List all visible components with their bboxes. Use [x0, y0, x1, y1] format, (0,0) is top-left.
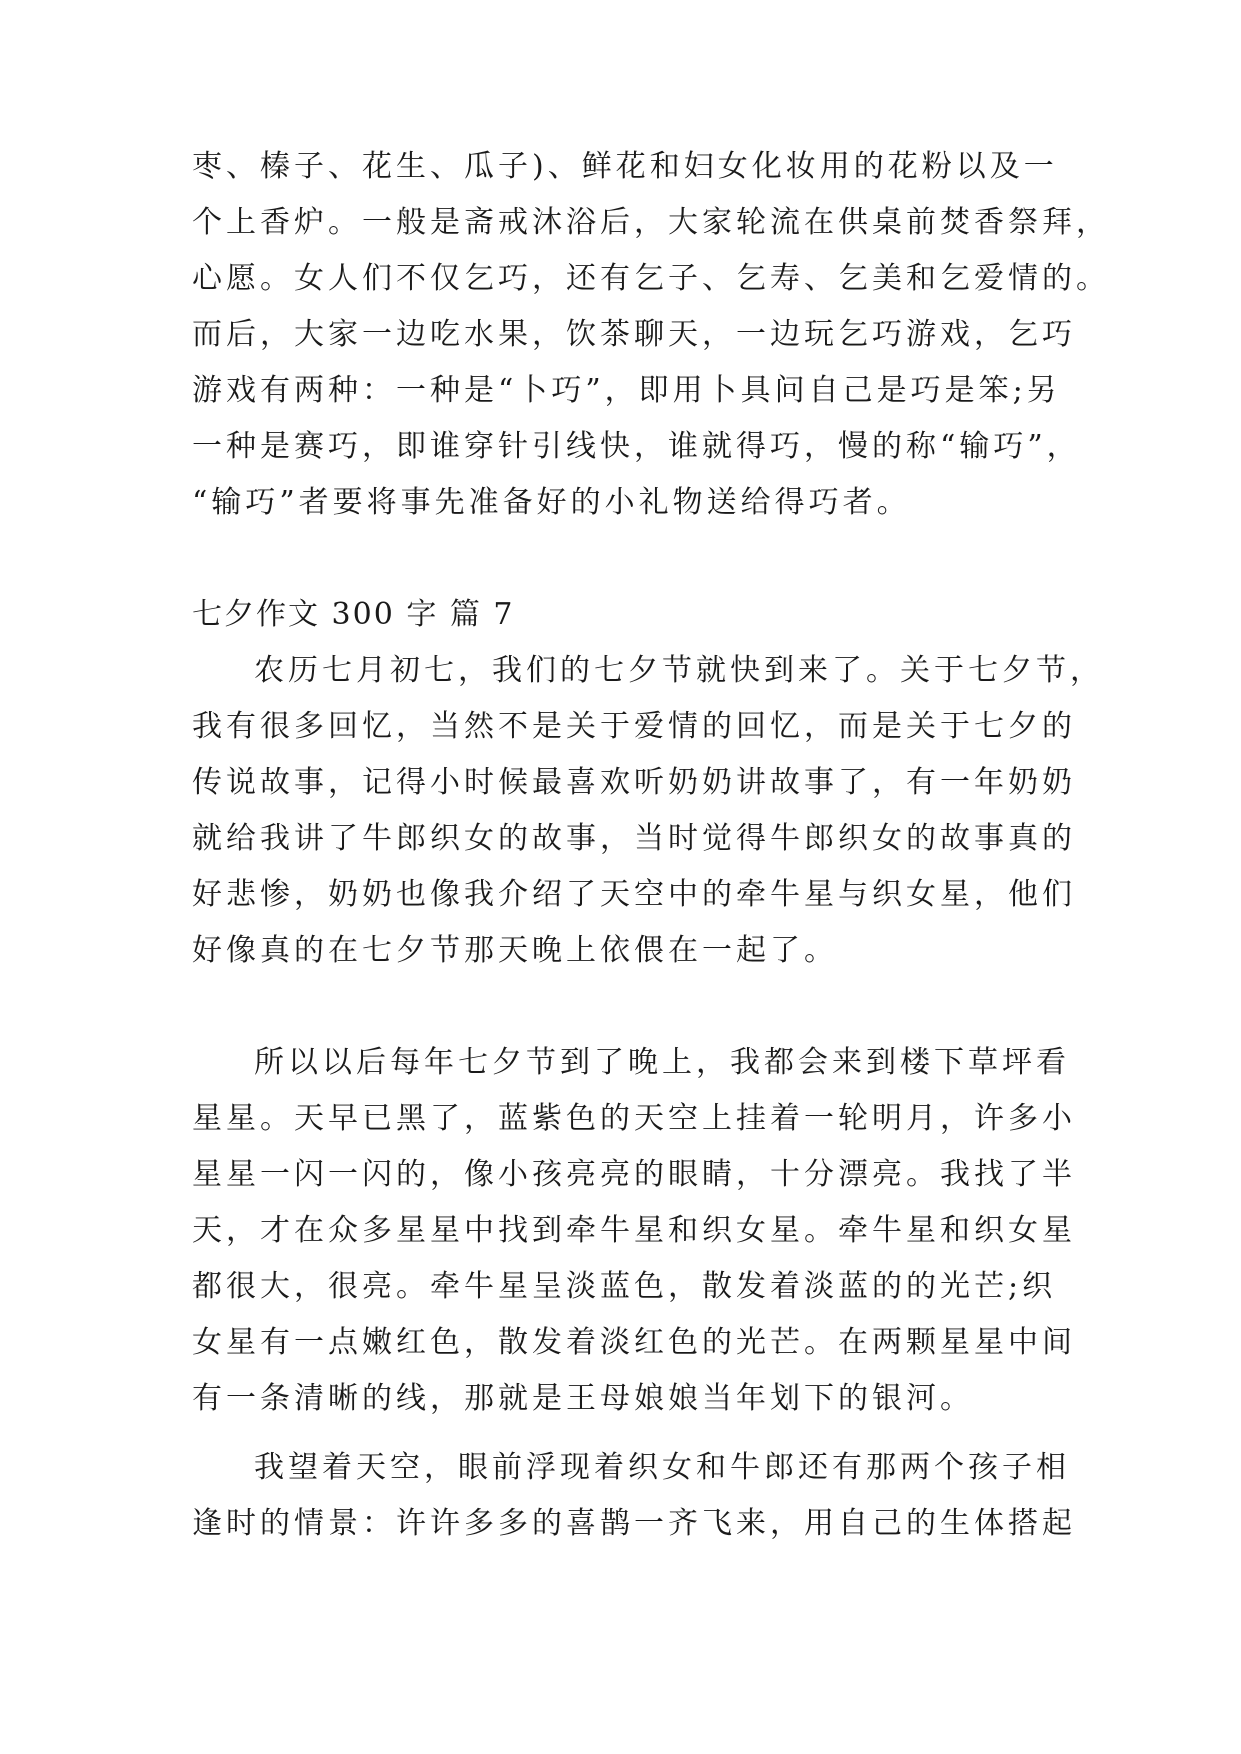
- text-line: 就给我讲了牛郎织女的故事，当时觉得牛郎织女的故事真的: [192, 821, 1076, 856]
- text-line: 逢时的情景：许许多多的喜鹊一齐飞来，用自己的生体搭起: [192, 1506, 1076, 1541]
- text-line: 有一条清晰的线，那就是王母娘娘当年划下的银河。: [192, 1381, 974, 1416]
- text-line: 枣、榛子、花生、瓜子)、鲜花和妇女化妆用的花粉以及一: [192, 149, 1058, 184]
- text-line: 我望着天空，眼前浮现着织女和牛郎还有那两个孩子相: [254, 1450, 1070, 1485]
- text-line: 星星。天早已黑了，蓝紫色的天空上挂着一轮明月，许多小: [192, 1101, 1076, 1136]
- text-line: “输巧”者要将事先准备好的小礼物送给得巧者。: [192, 485, 911, 520]
- text-line: 好像真的在七夕节那天晚上依偎在一起了。: [192, 933, 838, 968]
- text-line: 农历七月初七，我们的七夕节就快到来了。关于七夕节，: [254, 653, 1104, 688]
- text-line: 心愿。女人们不仅乞巧，还有乞子、乞寿、乞美和乞爱情的。: [192, 261, 1110, 296]
- text-line: 天，才在众多星星中找到牵牛星和织女星。牵牛星和织女星: [192, 1213, 1076, 1248]
- text-line: 个上香炉。一般是斋戒沐浴后，大家轮流在供桌前焚香祭拜，: [192, 205, 1110, 240]
- document-page: [192, 0, 1110, 1754]
- text-line: 星星一闪一闪的，像小孩亮亮的眼睛，十分漂亮。我找了半: [192, 1157, 1076, 1192]
- text-line: 女星有一点嫩红色，散发着淡红色的光芒。在两颗星星中间: [192, 1325, 1076, 1360]
- text-line: 而后，大家一边吃水果，饮茶聊天，一边玩乞巧游戏，乞巧: [192, 317, 1076, 352]
- text-line: 所以以后每年七夕节到了晚上，我都会来到楼下草坪看: [254, 1045, 1070, 1080]
- text-line: 一种是赛巧，即谁穿针引线快，谁就得巧，慢的称“输巧”，: [192, 429, 1081, 464]
- text-line: 游戏有两种：一种是“卜巧”，即用卜具问自己是巧是笨;另: [192, 373, 1061, 408]
- text-line: 我有很多回忆，当然不是关于爱情的回忆，而是关于七夕的: [192, 709, 1076, 744]
- text-line: 传说故事，记得小时候最喜欢听奶奶讲故事了，有一年奶奶: [192, 765, 1076, 800]
- text-line: 好悲惨，奶奶也像我介绍了天空中的牵牛星与织女星，他们: [192, 877, 1076, 912]
- text-line: 都很大，很亮。牵牛星呈淡蓝色，散发着淡蓝的的光芒;织: [192, 1269, 1057, 1304]
- section-heading: 七夕作文 300 字 篇 7: [192, 597, 515, 632]
